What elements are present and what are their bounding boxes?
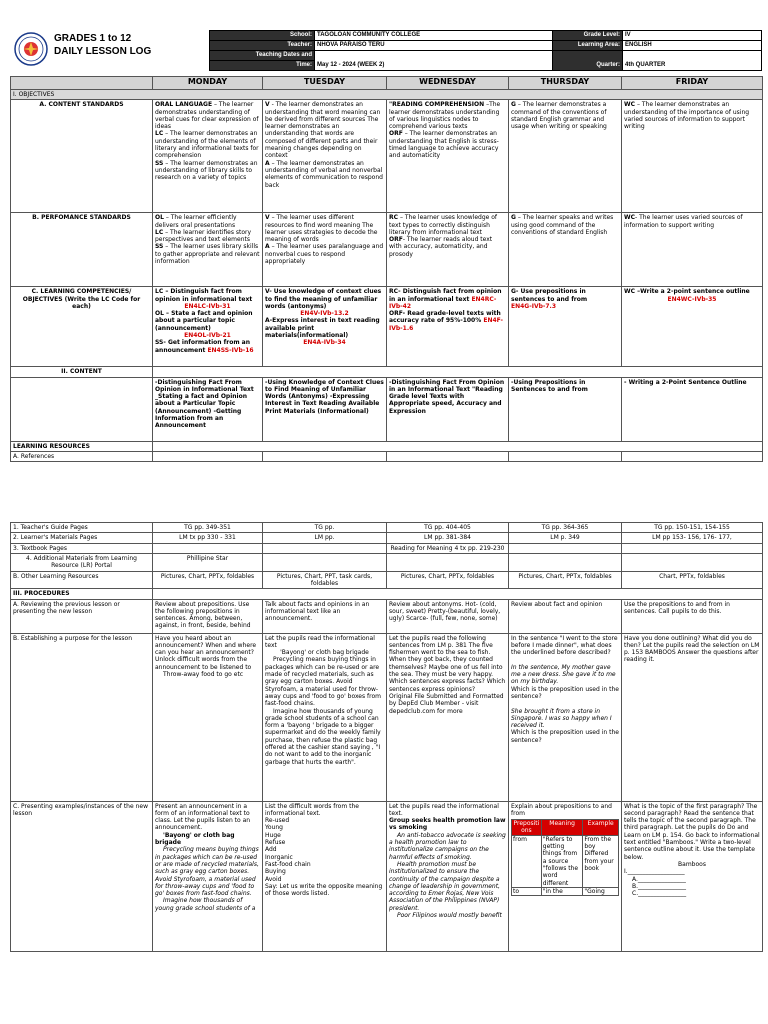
code: SS <box>155 243 164 251</box>
procedure-c-wednesday <box>387 801 509 951</box>
resource-label: B. Other Learning Resources <box>11 571 153 589</box>
text: - The learner uses varied sources of information to support writing <box>624 214 743 229</box>
title-line-2: DAILY LESSON LOG <box>54 46 152 57</box>
resource-cell: TG pp. 364-365 <box>509 523 622 533</box>
lc-code: EN4G-IVb-7.3 <box>511 302 556 310</box>
code: ORF <box>389 236 403 244</box>
code: OL <box>155 214 164 222</box>
competency-monday <box>153 287 263 367</box>
performance-standards-row <box>11 213 763 287</box>
text: Which is the preposition used in the sentence? <box>511 685 619 700</box>
procedure-b-tuesday <box>263 633 387 801</box>
outline-title: Bamboos <box>678 860 706 868</box>
resource-cell: Reading for Meaning 4 tx pp. 219-230 <box>387 543 509 553</box>
lc-code: EN4RC-IVb-42 <box>389 295 497 310</box>
performance-standard-tuesday <box>263 213 387 287</box>
resource-cell: Pictures, Chart, PPTx, foldables <box>387 571 509 589</box>
text: – The learner demonstrates an understanding of the elements of literary and informational texts for comprehension <box>155 130 259 160</box>
code: LC <box>155 130 164 138</box>
references-thursday <box>509 451 622 461</box>
time-label: Time: <box>210 61 315 71</box>
code: A <box>265 159 270 167</box>
text: Let the pupils read the informational text <box>265 634 375 649</box>
procedure-b-thursday <box>509 633 622 801</box>
day-wednesday: WEDNESDAY <box>387 77 509 90</box>
quarter-value: 4th QUARTER <box>623 51 762 71</box>
lc-code: EN4OL-IVb-21 <box>184 332 231 340</box>
outline-line: A.________________ <box>632 875 686 883</box>
references-wednesday <box>387 451 509 461</box>
word-item: Re-used <box>265 817 290 825</box>
procedure-a-friday: Use the prepositions to and from in sentences. Call pupils to do this. <box>622 599 763 633</box>
content-label-blank <box>11 377 153 441</box>
text: - The learner demonstrates an understanding that word meaning can be derived from different sources The learner demonstrates an understanding that words are composed of different parts and their meaning changes depending on context <box>265 101 381 160</box>
competencies-row <box>11 287 763 367</box>
resource-cell <box>387 554 509 572</box>
code: LC <box>155 228 164 236</box>
word-list <box>265 817 384 883</box>
procedures-table <box>10 522 763 951</box>
text: 'Bayong' or cloth bag brigade <box>280 649 369 657</box>
word-item: Young <box>265 824 283 832</box>
procedure-a-thursday: Review about fact and opinion <box>509 599 622 633</box>
text: – The learner uses knowledge of text types to correctly distinguish literary from informational text <box>389 214 498 236</box>
code: WC <box>624 101 636 109</box>
prep-header: Meaning <box>541 820 583 836</box>
procedure-b-friday: Have you done outlining? What did you do then? Let the pupils read the selection on LM p. 153 BAMBOOS Answer the questions after reading it. <box>622 633 763 801</box>
procedures-label: III. PROCEDURES <box>11 589 153 599</box>
title-line-1: GRADES 1 to 12 <box>54 33 132 44</box>
area-value: ENGLISH <box>623 41 762 51</box>
word-item: Buying <box>265 868 286 876</box>
text: Imagine how thousands of young grade school students of a <box>155 897 256 912</box>
text: – The learner uses different resources to find word meaning The learner uses strategies to decode the meaning of words <box>265 214 378 244</box>
text: OL – State a fact and opinion about a particular topic (announcement) <box>155 310 253 332</box>
text: Group seeks health promotion law vs smoking <box>389 817 506 832</box>
resource-row <box>11 533 763 543</box>
resource-cell: Chart, PPTx, foldables <box>622 571 763 589</box>
prep-cell: "Refers to getting things from a source "follows the word different <box>541 835 583 887</box>
text: SS- Get information from an announcement <box>155 339 250 354</box>
text: ORF- Read grade-level texts with accuracy rate of 95%-100% <box>389 310 501 325</box>
resource-cell: Pictures, Chart, PPTx, foldables <box>153 571 263 589</box>
text: An anti-tobacco advocate is seeking a health promotion law to institutionalize campaigns on the harmful effects of smoking. <box>389 831 506 861</box>
text: Original File Submitted and Formatted by DepEd Club Member - visit depedclub.com for more <box>389 692 504 715</box>
text: - The learner reads aloud text with accuracy, automaticity, and prosody <box>389 236 493 258</box>
resource-label: 2. Learner's Materials Pages <box>11 533 153 543</box>
procedure-a-row <box>11 599 763 633</box>
outline-line: I.___________________ <box>624 868 685 876</box>
grade-value: IV <box>623 31 762 41</box>
resource-cell <box>622 543 763 553</box>
resource-label: 3. Textbook Pages <box>11 543 153 553</box>
text: Precycling means buying things in packages which can be re-used or are made of recycled materials, such as gray egg carton boxes. Avoid Styrofoam, a material used for throw-away cups and 'food to go' boxes from fast-food chains. <box>155 846 259 898</box>
procedure-c-row <box>11 801 763 951</box>
resource-cell: Phillipine Star <box>153 554 263 572</box>
prep-cell: from <box>512 835 542 887</box>
text: WC –Write a 2-point sentence outline <box>624 288 750 296</box>
text: Say: Let us write the opposite meaning of those words listed. <box>265 882 383 898</box>
outline-line: C.________________ <box>632 890 687 898</box>
resource-label: 4. Additional Materials from Learning Resource (LR) Portal <box>11 554 153 572</box>
dates-label-1: Teaching Dates and <box>255 52 312 58</box>
content-standard-thursday <box>509 100 622 213</box>
text: – The learner demonstrates understanding of verbal cues for clear expression of ideas <box>155 101 259 131</box>
resource-cell: Pictures, Chart, PPTx, foldables <box>509 571 622 589</box>
lesson-log-page <box>10 28 762 952</box>
text: 'Bayong' or cloth bag brigade <box>155 831 235 847</box>
references-tuesday <box>263 451 387 461</box>
day-monday: MONDAY <box>153 77 263 90</box>
resource-cell: LM tx pp 330 - 331 <box>153 533 263 543</box>
text: V- Use knowledge of context clues to find the meaning of unfamiliar words (antonyms) <box>265 288 382 310</box>
code: ORAL LANGUAGE <box>155 101 213 109</box>
word-item: Avoid <box>265 875 282 883</box>
content-tuesday: -Using Knowledge of Context Clues to Find Meaning of Unfamiliar Words (Antonyms) -Expressing Interest in Text Reading Available Print Materials (Informational) <box>263 377 387 441</box>
teacher-value: NHOVA PARAISO TERU <box>315 41 553 51</box>
text: Explain about prepositions to and from <box>511 802 612 817</box>
procedures-section-row <box>11 589 763 599</box>
text: Imagine how thousands of young grade school students of a school can form a 'bayong ' brigade to a bigger supermarket and do the weekly family purchase, then refuse the plastic bag offered at the cashier stand saying , "I do not want to add to the inorganic garbage that hurts the earth". <box>265 707 381 766</box>
word-item: Inorganic <box>265 853 293 861</box>
teacher-label: Teacher: <box>210 41 315 51</box>
text: – The learner demonstrates a command of the conventions of standard English grammar and usage when writing or speaking <box>511 101 607 131</box>
competency-wednesday <box>387 287 509 367</box>
lc-code: EN4WC-IVb-35 <box>667 295 717 303</box>
performance-standards-label: B. PERFOMANCE STANDARDS <box>11 213 153 287</box>
lc-code: EN4A-IVb-34 <box>303 339 346 347</box>
references-friday <box>622 451 763 461</box>
procedure-c-thursday <box>509 801 622 951</box>
procedure-a-label: A. Reviewing the previous lesson or presenting the new lesson <box>11 599 153 633</box>
word-item: Refuse <box>265 839 286 847</box>
code: A <box>265 243 270 251</box>
corner-cell <box>11 77 153 90</box>
resource-cell <box>509 543 622 553</box>
procedure-b-wednesday <box>387 633 509 801</box>
prep-header: Prepositi ons <box>513 820 540 835</box>
school-label: School: <box>210 31 315 41</box>
references-monday <box>153 451 263 461</box>
competency-friday <box>622 287 763 367</box>
objectives-section-row <box>11 90 763 100</box>
resource-cell <box>263 543 387 553</box>
text: – The learner uses paralanguage and nonverbal cues to respond appropriately <box>265 243 384 266</box>
text: List the difficult words from the informational text. <box>265 802 359 817</box>
resource-cell <box>153 543 263 553</box>
performance-standard-friday <box>622 213 763 287</box>
competency-tuesday <box>263 287 387 367</box>
code: ORF <box>389 130 403 138</box>
text: Let the pupils read the informational text. <box>389 802 499 817</box>
procedure-c-monday <box>153 801 263 951</box>
text: LC – Distinguish fact from opinion in informational text <box>155 288 253 303</box>
procedure-a-monday: Review about prepositions. Use the following prepositions in sentences. Among, between, against, in front, beside, behind <box>153 599 263 633</box>
text: She brought it from a store in Singapore. I was so happy when I received it. <box>511 707 612 730</box>
performance-standard-wednesday <box>387 213 509 287</box>
text: – The learner demonstrates an understanding of the importance of using varied sources of information to support writing <box>624 101 750 131</box>
text: – The learner efficiently delivers oral presentations <box>155 214 237 229</box>
procedure-b-row <box>11 633 763 801</box>
lc-code: EN4LC-IVb-31 <box>184 302 231 310</box>
outline-line: B.________________ <box>632 882 687 890</box>
procedure-a-wednesday: Review about antonyms. Hot- (cold, sour, sweet) Pretty-(beautiful, lovely, ugly) Scarce- (full, few, none, some) <box>387 599 509 633</box>
resource-cell: TG pp. 349-351 <box>153 523 263 533</box>
learning-resources-row <box>11 441 763 451</box>
resource-cell: LM pp. 381-384 <box>387 533 509 543</box>
prep-cell: From the boy Differed from your book <box>583 835 619 887</box>
text: Present an announcement in a form of an informational text to class. Let the pupils listen to an announcement. <box>155 802 251 832</box>
document-title <box>54 32 151 58</box>
competencies-label: C. LEARNING COMPETENCIES/ OBJECTIVES (Write the LC Code for each) <box>11 287 153 367</box>
lc-code: EN4F-IVb-1.6 <box>389 317 504 332</box>
content-standards-row <box>11 100 763 213</box>
area-label: Learning Area: <box>553 41 623 51</box>
content-wednesday: -Distinguishing Fact From Opinion in an Informational Text "Reading Grade level Texts with Appropriate speed, Accuracy and Expression <box>387 377 509 441</box>
learning-resources-blank <box>153 441 763 451</box>
content-standard-friday <box>622 100 763 213</box>
text: Poor Filipinos would mostly benefit <box>397 912 502 920</box>
text: – The learner identifies story perspectives and text elements <box>155 228 252 244</box>
resource-row <box>11 554 763 572</box>
prep-cell: "in the <box>541 887 583 895</box>
references-label: A. References <box>11 451 153 461</box>
resource-cell <box>263 554 387 572</box>
resource-cell: TG pp. 404-405 <box>387 523 509 533</box>
resource-row <box>11 523 763 533</box>
code: WC <box>624 214 636 222</box>
lc-code: EN4SS-IVb-16 <box>207 346 254 354</box>
content-header-blank <box>153 367 763 377</box>
lc-code: EN4V-IVb-13.2 <box>300 310 349 318</box>
prep-cell: "Going <box>583 887 619 895</box>
code: V <box>265 214 270 222</box>
text: – The learner speaks and writes using good command of the conventions of standard English <box>511 214 614 236</box>
prep-cell: to <box>512 887 542 895</box>
resource-label: 1. Teacher's Guide Pages <box>11 523 153 533</box>
procedure-a-tuesday: Talk about facts and opinions in an informational text like an announcement. <box>263 599 387 633</box>
competency-thursday <box>509 287 622 367</box>
text: Let the pupils read the following sentences from LM p. 381 The five fishermen went to the sea to fish. When they got back, they counted themselves? Maybe one of us fell into the sea. They must be very happy. Which sentences express facts? Which sentences express opinions? <box>389 634 506 693</box>
resource-cell <box>509 554 622 572</box>
text: – The learner uses library skills to gather appropriate and relevant information <box>155 243 260 266</box>
word-item: Huge <box>265 831 281 839</box>
text: Have you heard about an announcement? When and where can you hear an announcement? Unlock difficult words from the announcement to be listened to <box>155 634 257 671</box>
quarter-label: Quarter: <box>553 51 623 71</box>
word-item: Fast-food chain <box>265 860 311 868</box>
word-item: Add <box>265 846 277 854</box>
deped-seal-icon <box>14 32 48 66</box>
procedure-b-label: B. Establishing a purpose for the lesson <box>11 633 153 801</box>
text: What is the topic of the first paragraph? The second paragraph? Read the sentence that tells the topic of the second paragraph. The third paragraph. Let the pupils do Do and Learn on LM p. 154. Go back to informational text entitled "Bamboos." Write a two-level sentence outline about it. Use the template below. <box>624 802 760 861</box>
prepositions-table <box>511 819 619 896</box>
procedure-c-tuesday <box>263 801 387 951</box>
info-table <box>209 30 762 71</box>
procedure-c-label: C. Presenting examples/instances of the new lesson <box>11 801 153 951</box>
content-row <box>11 377 763 441</box>
text: – The learner demonstrates an understanding of library skills to research on a variety of topics <box>155 159 258 182</box>
day-friday: FRIDAY <box>622 77 763 90</box>
code: SS <box>155 159 164 167</box>
resource-cell: LM pp. <box>263 533 387 543</box>
header <box>10 28 762 76</box>
text: In the sentence, My mother gave me a new dress. She gave it to me on my birthday. <box>511 663 616 686</box>
references-row <box>11 451 763 461</box>
text: In the sentence "I went to the store before I made dinner", what does the underlined before described? <box>511 634 618 657</box>
code: "READING COMPREHENSION <box>389 101 485 109</box>
content-header-row <box>11 367 763 377</box>
content-standard-monday <box>153 100 263 213</box>
day-header-row <box>11 77 763 90</box>
text: A-Express interest in text reading available print materials(informational) <box>265 317 380 340</box>
text: RC- Distinguish fact from opinion in an informational text <box>389 288 502 303</box>
code: RC <box>389 214 399 222</box>
text: Throw-away food to go etc <box>163 671 244 679</box>
content-thursday: -Using Prepositions in Sentences to and from <box>509 377 622 441</box>
objectives-table <box>10 76 763 462</box>
resource-cell <box>622 554 763 572</box>
procedure-c-friday <box>622 801 763 951</box>
objectives-label: I. OBJECTIVES <box>11 90 763 100</box>
content-standards-label: A. CONTENT STANDARDS <box>11 100 153 213</box>
performance-standard-monday <box>153 213 263 287</box>
resource-cell: LM pp 153- 156, 176- 177, <box>622 533 763 543</box>
resource-cell: Pictures, Chart, PPT, task cards, foldables <box>263 571 387 589</box>
code: V <box>265 101 270 109</box>
text: –The learner demonstrates understanding of various linguistics nodes to comprehend various texts <box>389 101 501 131</box>
dates-value: May 12 - 2024 (WEEK 2) <box>315 51 553 71</box>
text: – The learner demonstrates an understanding that English is stress-timed language to achieve accuracy and automaticity <box>389 130 499 160</box>
dates-label <box>210 51 315 61</box>
prep-header: Example <box>583 820 619 836</box>
performance-standard-thursday <box>509 213 622 287</box>
day-thursday: THURSDAY <box>509 77 622 90</box>
procedures-blank <box>153 589 763 599</box>
resource-cell: TG pp. <box>263 523 387 533</box>
resource-row <box>11 571 763 589</box>
content-standard-tuesday <box>263 100 387 213</box>
text: Precycling means buying things in packages which can be re-used or are made of recycled materials, such as gray egg carton boxes. Avoid Styrofoam, a material used for throw-away cups and 'food to go' boxes from fast-food chains. <box>265 656 381 708</box>
learning-resources-label: LEARNING RESOURCES <box>11 441 153 451</box>
resource-row <box>11 543 763 553</box>
procedure-b-monday <box>153 633 263 801</box>
grade-label: Grade Level: <box>553 31 623 41</box>
code: G <box>511 214 516 222</box>
content-monday: -Distinguishing Fact From Opinion in Informational Text _Stating a fact and Opinion about a Particular Topic (Announcement) -Getting Information from an Announcement <box>153 377 263 441</box>
text: – The learner demonstrates an understanding of verbal and nonverbal elements of communication to respond back <box>265 159 383 189</box>
day-tuesday: TUESDAY <box>263 77 387 90</box>
text: Health promotion must be institutionalized to ensure the continuity of the campaign despite a change of leadership in government, according to Emer Rojas, New Vois Association of the Philippines (NVAP) president. <box>389 860 500 912</box>
text: Which is the preposition used in the sentence? <box>511 729 619 744</box>
resource-cell: TG pp. 150-151, 154-155 <box>622 523 763 533</box>
text: G- Use prepositions in sentences to and from <box>511 288 588 303</box>
code: G <box>511 101 516 109</box>
school-value: TAGOLOAN COMMUNITY COLLEGE <box>315 31 553 41</box>
resource-cell: LM p. 349 <box>509 533 622 543</box>
content-label: II. CONTENT <box>11 367 153 377</box>
content-friday: - Writing a 2-Point Sentence Outline <box>622 377 763 441</box>
content-standard-wednesday <box>387 100 509 213</box>
